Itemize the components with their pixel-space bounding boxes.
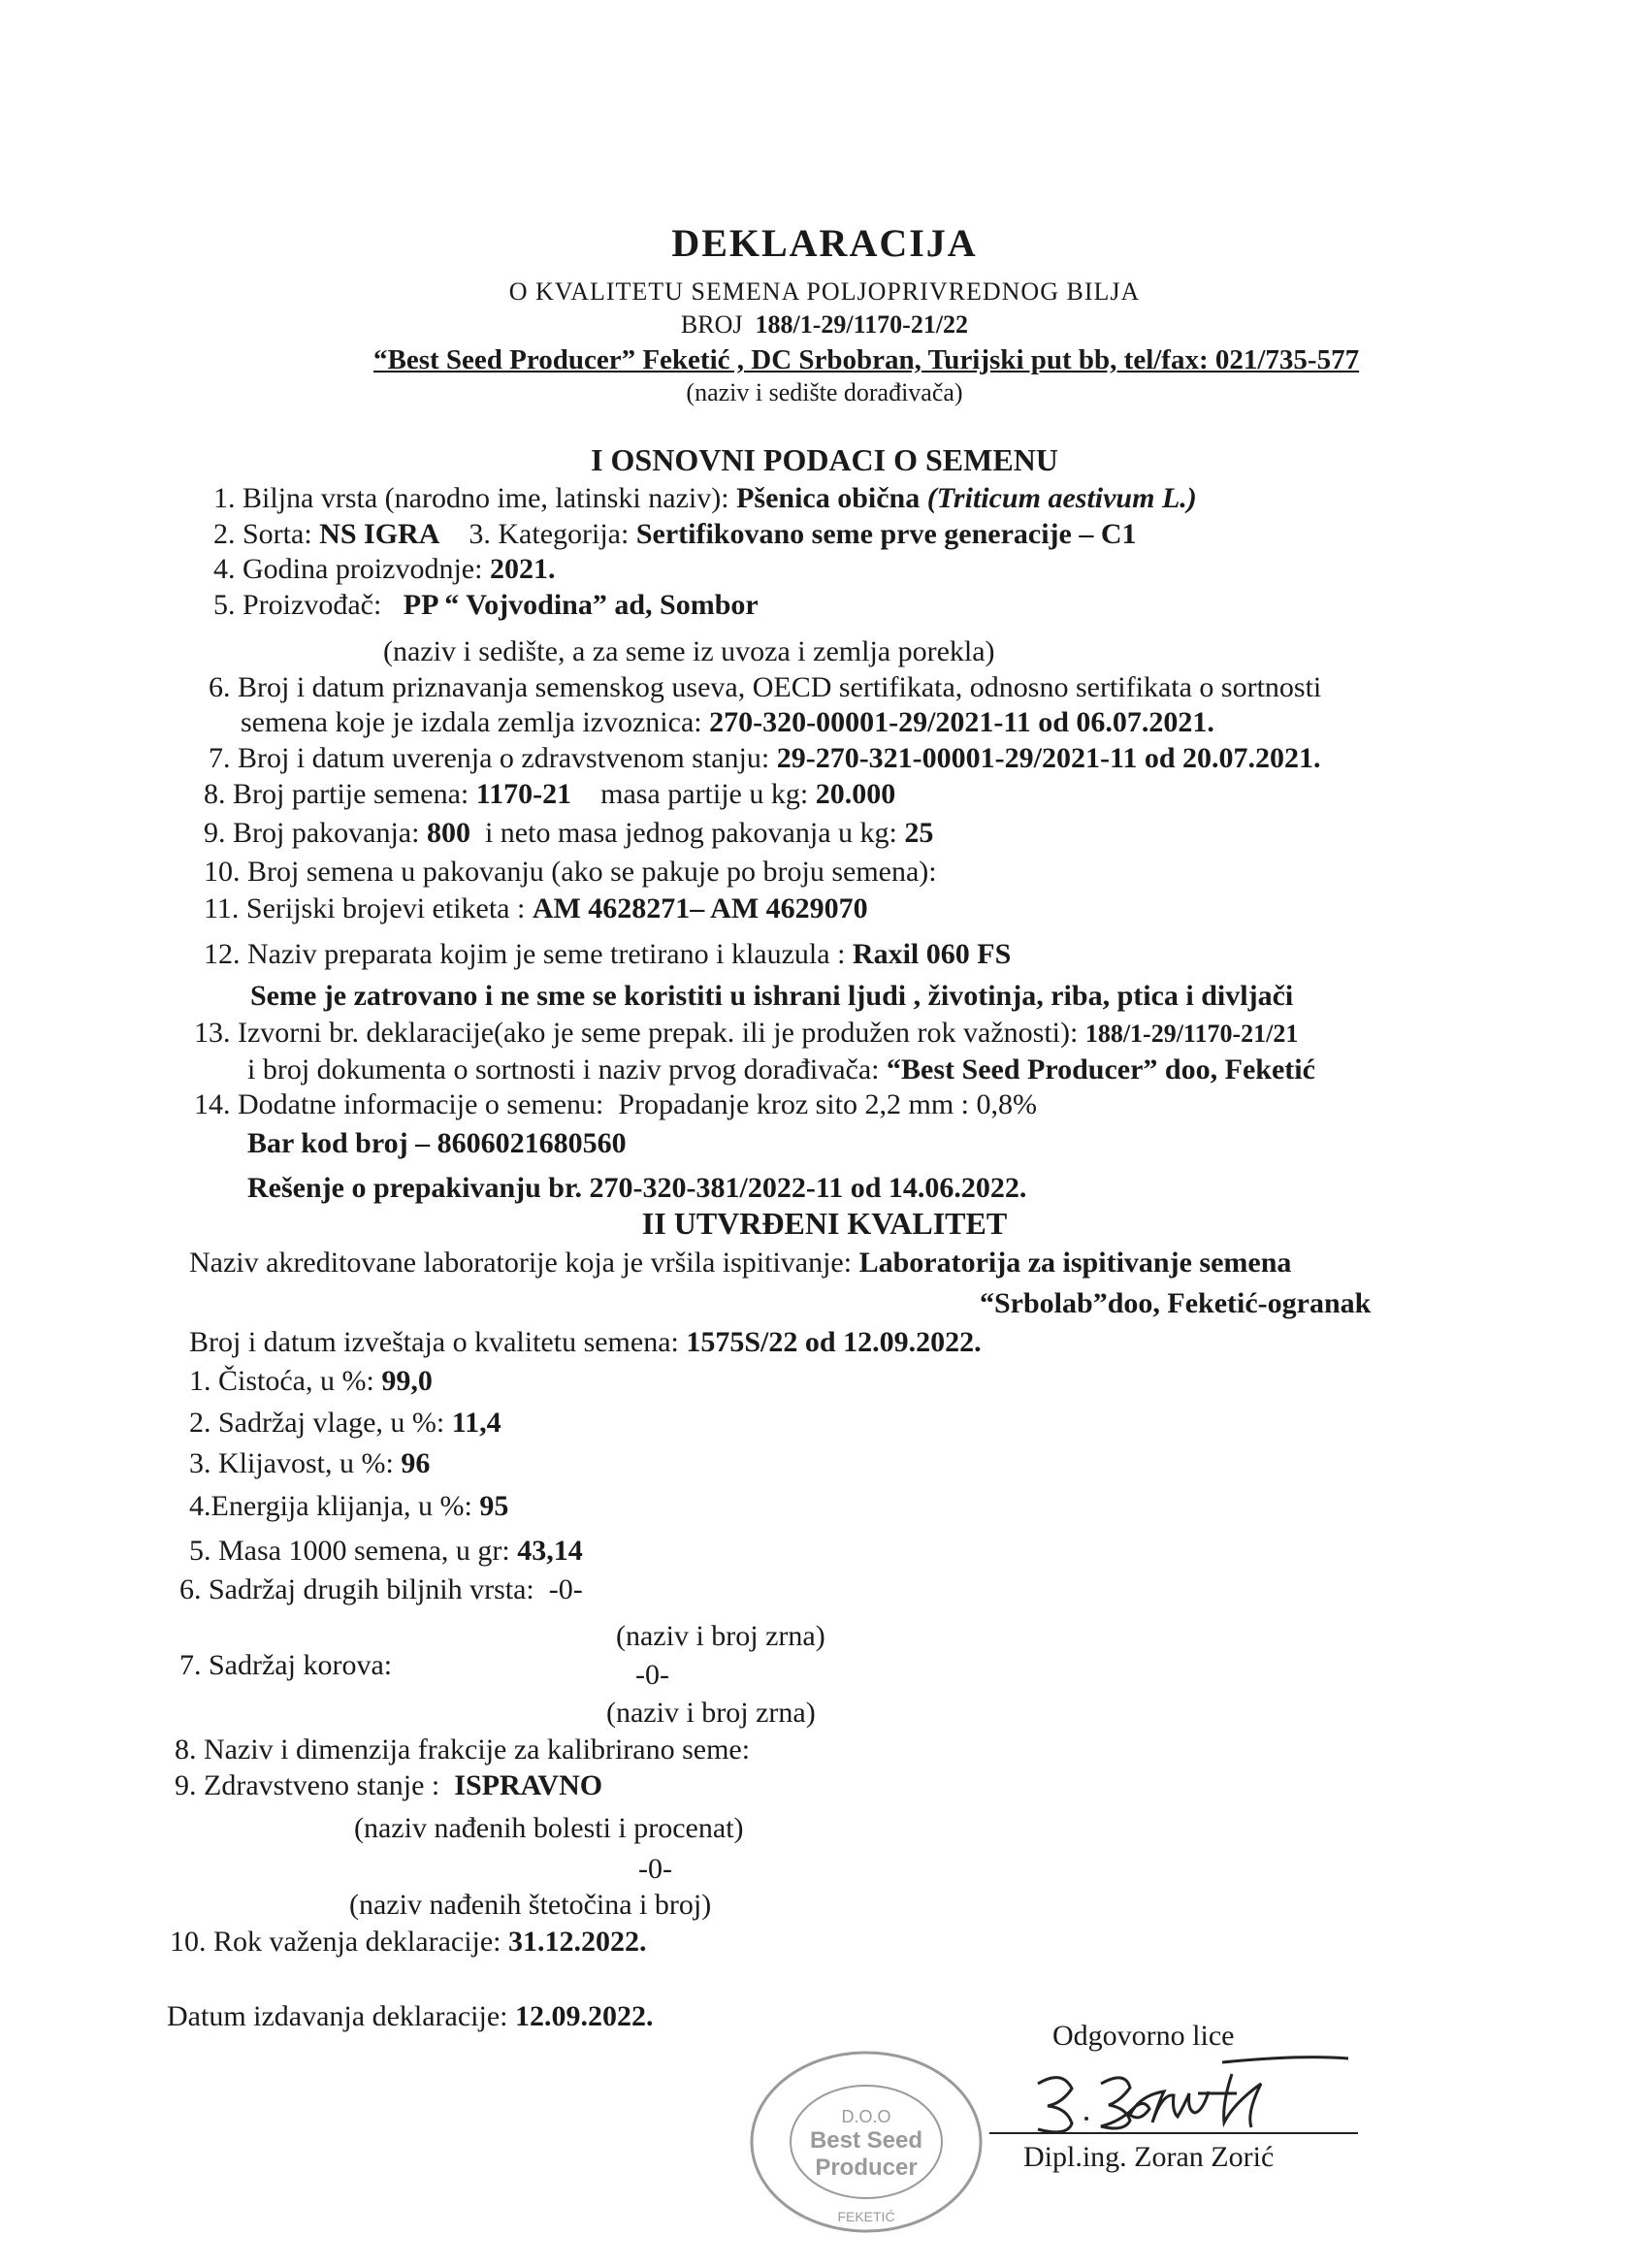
signer-name: Dipl.ing. Zoran Zorić bbox=[1023, 2141, 1275, 2173]
item-13: 13. Izvorni br. deklaracije(ako je seme prepak. ili je produžen rok važnosti): 188/1-29/1170-21/21 bbox=[194, 1017, 1299, 1049]
item-14: 14. Dodatne informacije o semenu: Propadanje kroz sito 2,2 mm : 0,8% bbox=[194, 1088, 1037, 1120]
item-14-resenje: Rešenje o prepakivanju br. 270-320-381/2022-11 od 14.06.2022. bbox=[247, 1172, 1027, 1204]
report-line: Broj i datum izveštaja o kvalitetu semena: 1575S/22 od 12.09.2022. bbox=[189, 1326, 982, 1358]
svg-text:Producer: Producer bbox=[815, 2155, 918, 2181]
item-1: 1. Biljna vrsta (narodno ime, latinski naziv): Pšenica obična (Triticum aestivum L.) bbox=[213, 482, 1197, 514]
producer-line: “Best Seed Producer” Feketić , DC Srbobran, Turijski put bb, tel/fax: 021/735-577 bbox=[373, 344, 1360, 375]
quality-9-caption-b: (naziv nađenih štetočina i broj) bbox=[349, 1889, 712, 1921]
quality-6: 6. Sadržaj drugih biljnih vrsta: -0- bbox=[179, 1573, 583, 1605]
section-1-heading: I OSNOVNI PODACI O SEMENU bbox=[591, 442, 1058, 477]
item-5: 5. Proizvođač: PP “ Vojvodina” ad, Sombor bbox=[213, 589, 759, 621]
quality-2: 2. Sadržaj vlage, u %: 11,4 bbox=[189, 1407, 501, 1439]
producer-caption: (naziv i sedište dorađivača) bbox=[686, 378, 963, 406]
svg-text:FEKETIĆ: FEKETIĆ bbox=[837, 2209, 895, 2224]
item-11: 11. Serijski brojevi etiketa : AM 4628271– AM 4629070 bbox=[204, 892, 868, 924]
quality-6-caption: (naziv i broj zrna) bbox=[616, 1620, 825, 1652]
lab-name-b: “Srbolab”doo, Feketić-ogranak bbox=[980, 1287, 1372, 1319]
quality-8: 8. Naziv i dimenzija frakcije za kalibrirano seme: bbox=[175, 1733, 751, 1766]
quality-7-label: 7. Sadržaj korova: bbox=[179, 1649, 393, 1681]
document-subtitle: O KVALITETU SEMENA POLJOPRIVREDNOG BILJA bbox=[508, 277, 1141, 306]
quality-9: 9. Zdravstveno stanje : ISPRAVNO bbox=[175, 1769, 603, 1801]
item-14-barcode: Bar kod broj – 8606021680560 bbox=[247, 1127, 627, 1159]
lab-line: Naziv akreditovane laboratorije koja je vršila ispitivanje: Laboratorija za ispitivanje semena bbox=[189, 1247, 1292, 1279]
item-13-line-b: i broj dokumenta o sortnosti i naziv prvog dorađivača: “Best Seed Producer” doo, Feketić bbox=[247, 1053, 1315, 1085]
item-10: 10. Broj semena u pakovanju (ako se pakuje po broju semena): bbox=[204, 856, 937, 888]
quality-3: 3. Klijavost, u %: 96 bbox=[189, 1447, 431, 1479]
responsible-person-label: Odgovorno lice bbox=[1052, 2020, 1235, 2052]
document-title: DEKLARACIJA bbox=[671, 221, 978, 265]
quality-7-value: -0- bbox=[635, 1659, 669, 1691]
quality-7-caption: (naziv i broj zrna) bbox=[606, 1697, 816, 1729]
quality-9-caption-a: (naziv nađenih bolesti i procenat) bbox=[354, 1812, 744, 1844]
quality-1: 1. Čistoća, u %: 99,0 bbox=[189, 1365, 433, 1397]
item-12: 12. Naziv preparata kojim je seme tretirano i klauzula : Raxil 060 FS bbox=[204, 938, 1012, 970]
item-8: 8. Broj partije semena: 1170-21 masa partije u kg: 20.000 bbox=[204, 778, 896, 810]
item-6-line-b: semena koje je izdala zemlja izvoznica: 270-320-00001-29/2021-11 od 06.07.2021. bbox=[241, 706, 1214, 738]
quality-9-value-b: -0- bbox=[638, 1853, 672, 1885]
handwritten-signature bbox=[1009, 2055, 1377, 2142]
item-9: 9. Broj pakovanja: 800 i neto masa jednog pakovanja u kg: 25 bbox=[204, 817, 934, 849]
item-4: 4. Godina proizvodnje: 2021. bbox=[213, 553, 556, 585]
quality-5: 5. Masa 1000 semena, u gr: 43,14 bbox=[189, 1535, 583, 1567]
section-2-heading: II UTVRĐENI KVALITET bbox=[641, 1206, 1008, 1241]
svg-text:D.O.O: D.O.O bbox=[841, 2107, 891, 2126]
issue-date: Datum izdavanja deklaracije: 12.09.2022. bbox=[167, 2000, 654, 2032]
document-number: BROJ 188/1-29/1170-21/22 bbox=[680, 310, 969, 339]
item-2-3: 2. Sorta: NS IGRA 3. Kategorija: Sertifikovano seme prve generacije – C1 bbox=[213, 518, 1137, 550]
quality-4: 4.Energija klijanja, u %: 95 bbox=[189, 1490, 509, 1522]
item-6-line-a: 6. Broj i datum priznavanja semenskog useva, OECD sertifikata, odnosno sertifikata o sortnosti bbox=[209, 671, 1322, 703]
company-stamp bbox=[745, 2045, 987, 2239]
item-12-warning: Seme je zatrovano i ne sme se koristiti u ishrani ljudi , životinja, riba, ptica i divljači bbox=[250, 980, 1294, 1012]
item-7: 7. Broj i datum uverenja o zdravstvenom stanju: 29-270-321-00001-29/2021-11 od 20.07.2021. bbox=[209, 742, 1321, 774]
signature-line bbox=[989, 2132, 1358, 2134]
item-5-caption: (naziv i sedište, a za seme iz uvoza i zemlja porekla) bbox=[383, 635, 995, 667]
svg-text:Best Seed: Best Seed bbox=[809, 2127, 923, 2154]
quality-10: 10. Rok važenja deklaracije: 31.12.2022. bbox=[170, 1926, 647, 1958]
